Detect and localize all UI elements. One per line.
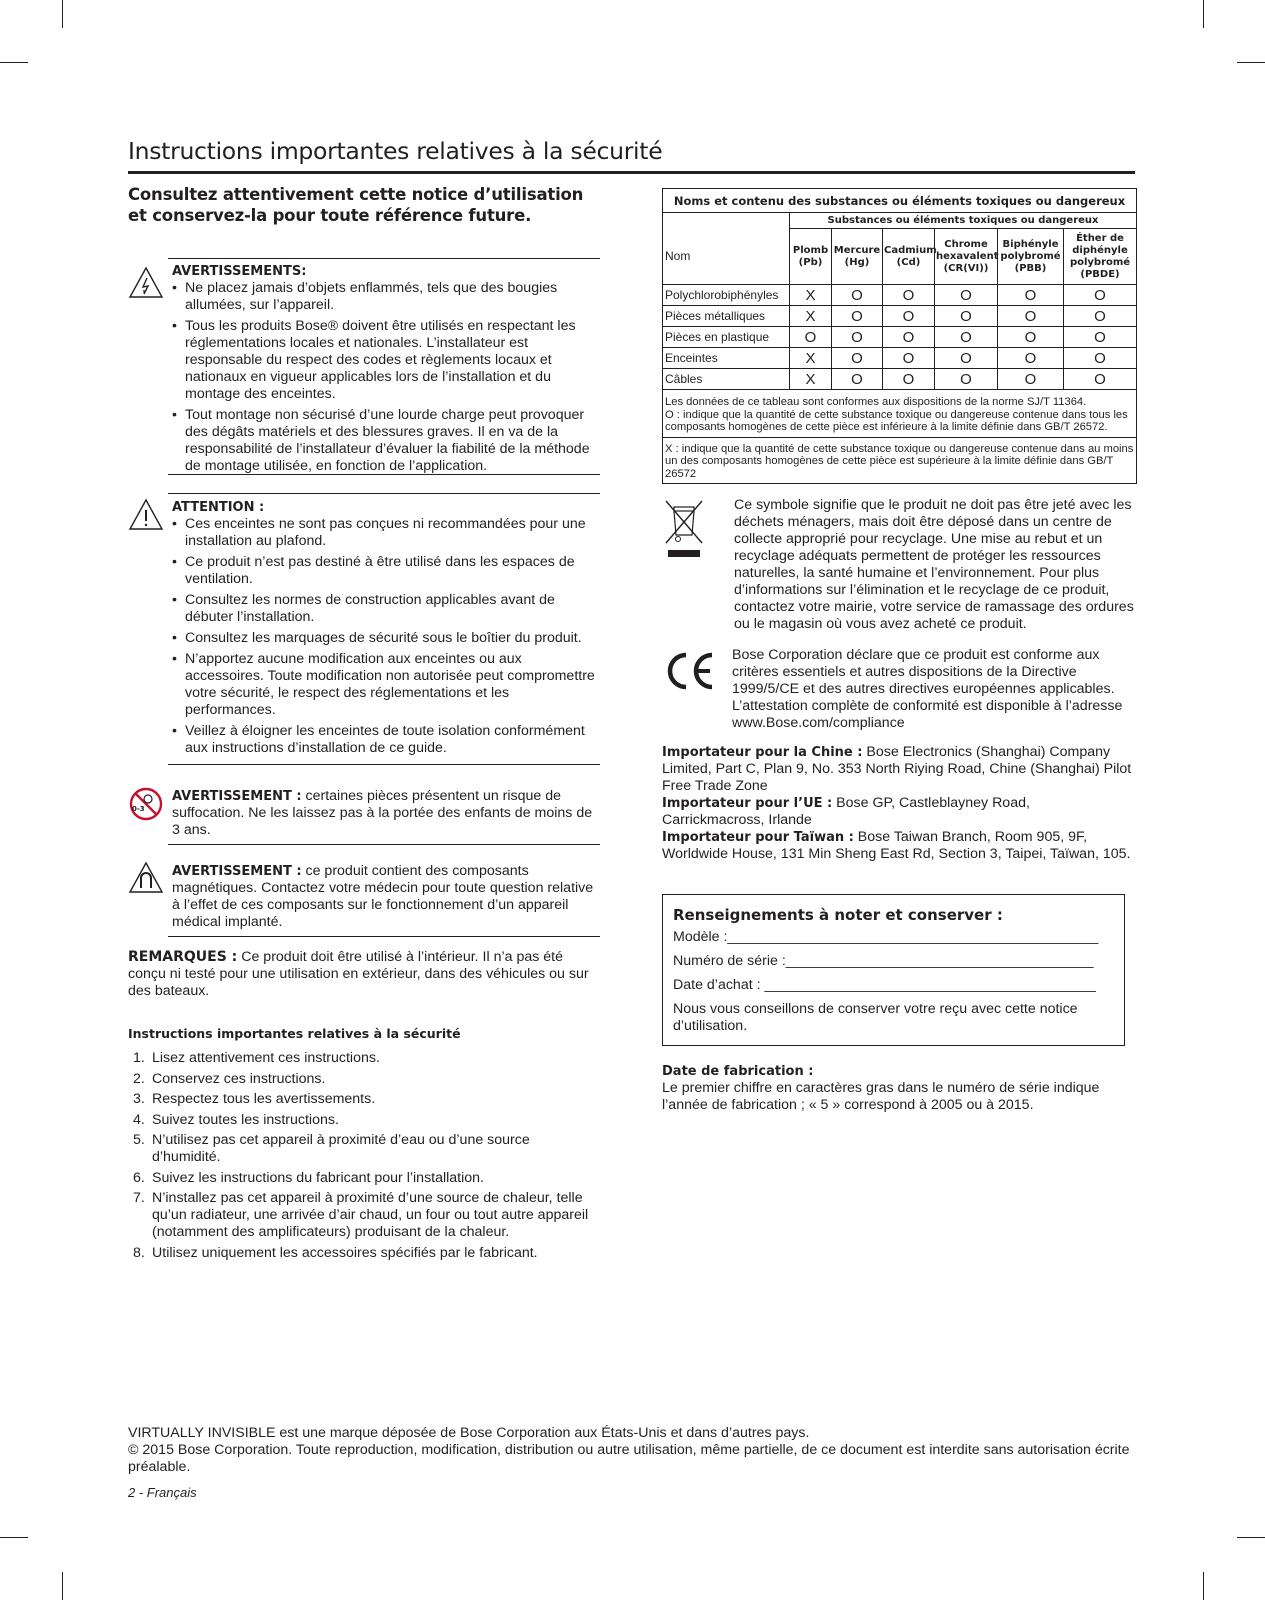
serial-field: Numéro de série :_______________________________________ [673,953,1094,969]
table-cell: O [1064,369,1137,390]
table-title: Noms et contenu des substances ou éléments toxiques ou dangereux [663,189,1137,213]
weee-text: Ce symbole signifie que le produit ne doit pas être jeté avec les déchets ménagers, mais doit être déposé dans un centre de collecte approprié pour recyclage. Une mise au rebut et un recyclage adéquats permettent de protéger les ressources naturelles, la santé humaine et l’environnement. Pour plus d’informations sur l’élimination et le recyclage de ce produit, contactez votre mairie, votre service de ramassage des ordures ou le magasin où vous avez acheté ce produit. [734,497,1134,632]
table-cell: O [883,348,935,369]
suffocation-warning-block [128,784,600,845]
divider [168,844,600,845]
table-row [663,369,1137,390]
list-item: • Ne placez jamais d’objets enflammés, tels que des bougies allumées, sur l’appareil. [172,280,600,314]
importer-label: Importateur pour l’UE : [662,796,833,811]
table-row [663,306,1137,327]
crop-mark [0,62,28,63]
attention-list [172,516,600,757]
table-cell: O [1064,348,1137,369]
list-item: • Tout montage non sécurisé d’une lourde charge peut provoquer des dégâts matériels et des blessures graves. Il en va de la responsabilité de l’installateur d’évaluer la fiabilité de la méthode de montage utilisée, en fonction de l’application. [172,407,600,475]
importer-taiwan [662,829,1136,863]
record-heading: Renseignements à noter et conserver : [673,906,1003,924]
table-note-x: X : indique que la quantité de cette substance toxique ou dangereuse contenue dans au moins un des composants homogènes de cette pièce est supérieure à la limite définie dans GB/T 26572 [663,437,1137,484]
column-header: Mercure (Hg) [832,229,883,285]
table-cell: O [790,327,832,348]
remarks-text [128,949,600,1000]
crop-mark [1237,62,1265,63]
instructions-heading: Instructions importantes relatives à la sécurité [128,1026,461,1041]
page-title: Instructions importantes relatives à la sécurité [128,137,663,165]
table-note [663,390,1137,438]
crop-mark [1237,1537,1265,1538]
magnetic-warning-text [172,859,600,931]
table-note-standard: Les données de ce tableau sont conformes aux dispositions de la norme SJ/T 11364. [665,396,1087,408]
instructions-list [128,1050,600,1262]
table-row [663,348,1137,369]
divider [168,493,600,494]
importer-eu [662,795,1136,829]
manufacture-date-label: Date de fabrication : [662,1064,814,1079]
ce-mark-icon [662,649,718,693]
table-header-name: Nom [663,229,790,285]
list-item: 5. N’utilisez pas cet appareil à proximité d’eau ou d’une source d’humidité. [133,1132,530,1165]
table-cell: O [1064,327,1137,348]
warning-lead: AVERTISSEMENT : [172,864,302,879]
footer [128,1425,1138,1476]
row-name: Enceintes [663,348,790,369]
crop-mark [0,1537,28,1538]
ce-section [662,647,1136,732]
left-column [128,184,600,1265]
list-item: • Ce produit n’est pas destiné à être utilisé dans les espaces de ventilation. [172,554,600,588]
magnet-warning-icon [128,861,164,895]
purchase-date-field: Date d’achat : __________________________________________ [673,977,1096,993]
row-name: Pièces en plastique [663,327,790,348]
importer-text: Bose Electronics (Shanghai) Company Limited, Part C, Plan 9, No. 353 North Riying Road, Chine (Shanghai) Pilot Free Trade Zone [662,744,1132,794]
table-cell: O [883,369,935,390]
column-header: Éther de diphényle polybromé (PBDE) [1064,229,1137,285]
divider [168,474,600,475]
table-cell: O [832,327,883,348]
table-cell: X [790,306,832,327]
manufacture-date-text: Le premier chiffre en caractères gras dans le numéro de série indique l’année de fabrication ; « 5 » correspond à 2005 ou à 2015. [662,1080,1100,1113]
list-item: • Consultez les marquages de sécurité sous le boîtier du produit. [172,630,600,647]
column-header: Chrome hexavalent (CR(VI)) [935,229,998,285]
list-item: • Consultez les normes de construction applicables avant de débuter l’installation. [172,592,600,626]
warnings-heading: AVERTISSEMENTS: [172,264,307,279]
list-item: 6. Suivez les instructions du fabricant pour l’installation. [133,1169,484,1186]
table-cell: O [935,327,998,348]
importer-label: Importateur pour la Chine : [662,745,863,760]
table-row [663,285,1137,306]
manufacture-date-section [662,1063,1136,1114]
intro-text: Consultez attentivement cette notice d’utilisation et conservez-la pour toute référence future. [128,185,584,225]
right-column [662,188,1136,1114]
suffocation-warning-text [172,784,600,839]
remarks-lead: REMARQUES : [128,949,238,965]
title-rule [128,171,1135,174]
trademark-text: VIRTUALLY INVISIBLE est une marque déposée de Bose Corporation aux États-Unis et dans d’autres pays. [128,1425,810,1441]
ce-text: Bose Corporation déclare que ce produit est conforme aux critères essentiels et autres dispositions de la Directive 1999/5/CE et des autres directives européennes applicables. L’attestation complète de conformité est disponible à l’adresse www.Bose.com/compliance [732,647,1123,731]
table-cell: O [998,348,1064,369]
warning-lead: AVERTISSEMENT : [172,789,302,804]
list-item: • Tous les produits Bose® doivent être utilisés en respectant les réglementations locales et nationales. L’installateur est responsable du respect des codes et règlements locaux et nationaux en vigueur applicables lors de l’installation et du montage des enceintes. [172,318,600,403]
page-number: 2 - Français [128,1485,197,1500]
list-item: • N’apportez aucune modification aux enceintes ou aux accessoires. Toute modification non autorisée peut compromettre votre sécurité, le respect des réglementations et les performances. [172,651,600,719]
table-cell: O [935,348,998,369]
table-cell: O [998,369,1064,390]
caution-icon [128,498,164,532]
crop-mark [62,1572,63,1600]
record-box [662,894,1125,1046]
list-item: 1. Lisez attentivement ces instructions. [133,1050,380,1066]
substances-table [662,188,1137,484]
crop-mark [1203,0,1204,28]
table-cell: O [883,306,935,327]
table-cell [663,213,790,229]
table-cell: O [832,348,883,369]
table-cell: O [1064,285,1137,306]
table-subtitle: Substances ou éléments toxiques ou dangereux [790,213,1137,229]
list-item: 8. Utilisez uniquement les accessoires spécifiés par le fabricant. [133,1244,538,1261]
table-row [663,327,1137,348]
crop-mark [1203,1572,1204,1600]
table-cell: O [998,306,1064,327]
crossed-bin-icon [662,497,706,561]
table-cell: O [883,327,935,348]
list-item: 2. Conservez ces instructions. [133,1070,326,1087]
divider [168,764,600,765]
crop-mark [62,0,63,28]
table-cell: O [1064,306,1137,327]
table-cell: X [790,285,832,306]
warnings-block [128,259,600,475]
column-header: Plomb (Pb) [790,229,832,285]
row-name: Polychlorobiphényles [663,285,790,306]
electric-warning-icon [128,266,164,300]
list-item: 3. Respectez tous les avertissements. [133,1091,376,1107]
warning-body: ce produit contient des composants magnétiques. Contactez votre médecin pour toute question relative à l’effet de ces composants sur le fonctionnement d’un appareil médical implanté. [172,863,594,930]
list-item: 7. N’installez pas cet appareil à proximité d’une source de chaleur, telle qu’un radiateur, une arrivée d’air chaud, un four ou tout autre appareil (notamment des amplificateurs) produisant de la chaleur. [133,1190,589,1240]
table-cell: O [998,285,1064,306]
column-header: Biphényle polybromé (PBB) [998,229,1064,285]
divider [168,258,600,259]
table-cell: O [832,369,883,390]
age-label: 0-3 [132,805,145,813]
copyright-text: © 2015 Bose Corporation. Toute reproduction, modification, distribution ou autre utilisation, même partielle, de ce document est interdite sans autorisation écrite préalable. [128,1442,1130,1475]
importer-china [662,744,1136,795]
divider [168,936,600,937]
list-item: • Ces enceintes ne sont pas conçues ni recommandées pour une installation au plafond. [172,516,600,550]
importer-label: Importateur pour Taïwan : [662,830,854,845]
table-cell: O [935,306,998,327]
table-cell: X [790,369,832,390]
row-name: Câbles [663,369,790,390]
importer-text: Bose GP, Castleblayney Road, Carrickmacross, Irlande [662,795,1030,828]
row-name: Pièces métalliques [663,306,790,327]
attention-block [128,494,600,765]
model-field: Modèle :_______________________________________________ [673,929,1099,945]
table-cell: O [935,285,998,306]
table-cell: O [832,306,883,327]
importers-section [662,744,1136,863]
magnetic-warning-block [128,859,600,937]
importer-text: Bose Taiwan Branch, Room 905, 9F, Worldwide House, 131 Min Sheng East Rd, Section 3, Taipei, Taïwan, 105. [662,829,1131,862]
table-cell: X [790,348,832,369]
table-cell: O [935,369,998,390]
table-cell: O [883,285,935,306]
warning-body: certaines pièces présentent un risque de suffocation. Ne les laissez pas à la portée des enfants de moins de 3 ans. [172,788,593,838]
record-note: Nous vous conseillons de conserver votre reçu avec cette notice d’utilisation. [673,1001,1078,1034]
column-header: Cadmium (Cd) [883,229,935,285]
list-item: • Veillez à éloigner les enceintes de toute isolation conformément aux instructions d’installation de ce guide. [172,723,600,757]
table-note-o: O : indique que la quantité de cette substance toxique ou dangereuse contenue dans tous les composants homogènes de cette pièce est inférieure à la limite définie dans GB/T 26572. [665,408,1128,433]
table-cell: O [998,327,1064,348]
choking-hazard-icon [128,787,164,821]
list-item: 4. Suivez toutes les instructions. [133,1111,339,1128]
weee-section [662,497,1136,633]
attention-heading: ATTENTION : [172,500,265,515]
remarks-body: Ce produit doit être utilisé à l’intérieur. Il n’a pas été conçu ni testé pour une utilisation en extérieur, dans des véhicules ou sur des bateaux. [128,949,589,999]
warnings-list [172,280,600,475]
table-cell: O [832,285,883,306]
